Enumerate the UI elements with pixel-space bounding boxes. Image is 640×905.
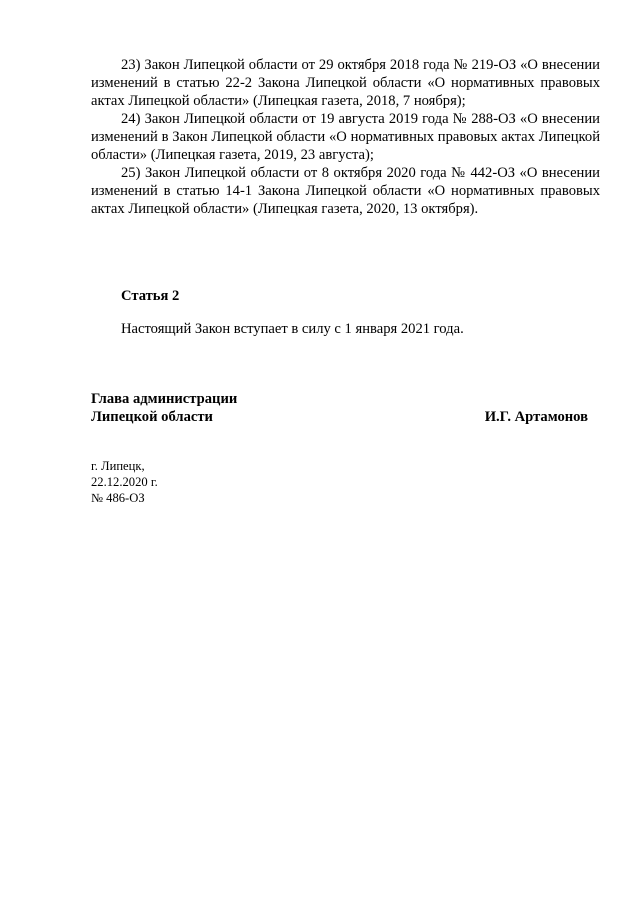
list-item: 24) Закон Липецкой области от 19 августа 2019 года № 288-ОЗ «О внесении изменений в Закон Липецкой области «О нормативных правовых актах Липецкой области» (Липецкая газета, 2019, 23 августа); bbox=[91, 111, 600, 163]
signatory-name: И.Г. Артамонов bbox=[484, 409, 588, 425]
meta-city: г. Липецк, bbox=[91, 459, 145, 473]
list-item: 25) Закон Липецкой области от 8 октября 2020 года № 442-ОЗ «О внесении изменений в статью 14-1 Закона Липецкой области «О нормативных правовых актах Липецкой области» (Липецкая газета, 2020, 13 октября). bbox=[91, 165, 600, 217]
signatory-position-line2: Липецкой области bbox=[91, 409, 213, 425]
signature-block bbox=[91, 390, 600, 426]
list-item: 23) Закон Липецкой области от 29 октября 2018 года № 219-ОЗ «О внесении изменений в статью 22-2 Закона Липецкой области «О нормативных правовых актах Липецкой области» (Липецкая газета, 2018, 7 ноября); bbox=[91, 57, 600, 109]
signatory-position-line1: Глава администрации bbox=[91, 391, 238, 407]
meta-number: № 486-ОЗ bbox=[91, 491, 145, 505]
signature-line bbox=[91, 408, 600, 426]
meta-date: 22.12.2020 г. bbox=[91, 475, 158, 489]
article-text: Настоящий Закон вступает в силу с 1 января 2021 года. bbox=[121, 321, 464, 337]
law-amendments-list bbox=[91, 56, 600, 218]
article-heading: Статья 2 bbox=[121, 288, 180, 304]
document-meta bbox=[91, 458, 158, 506]
